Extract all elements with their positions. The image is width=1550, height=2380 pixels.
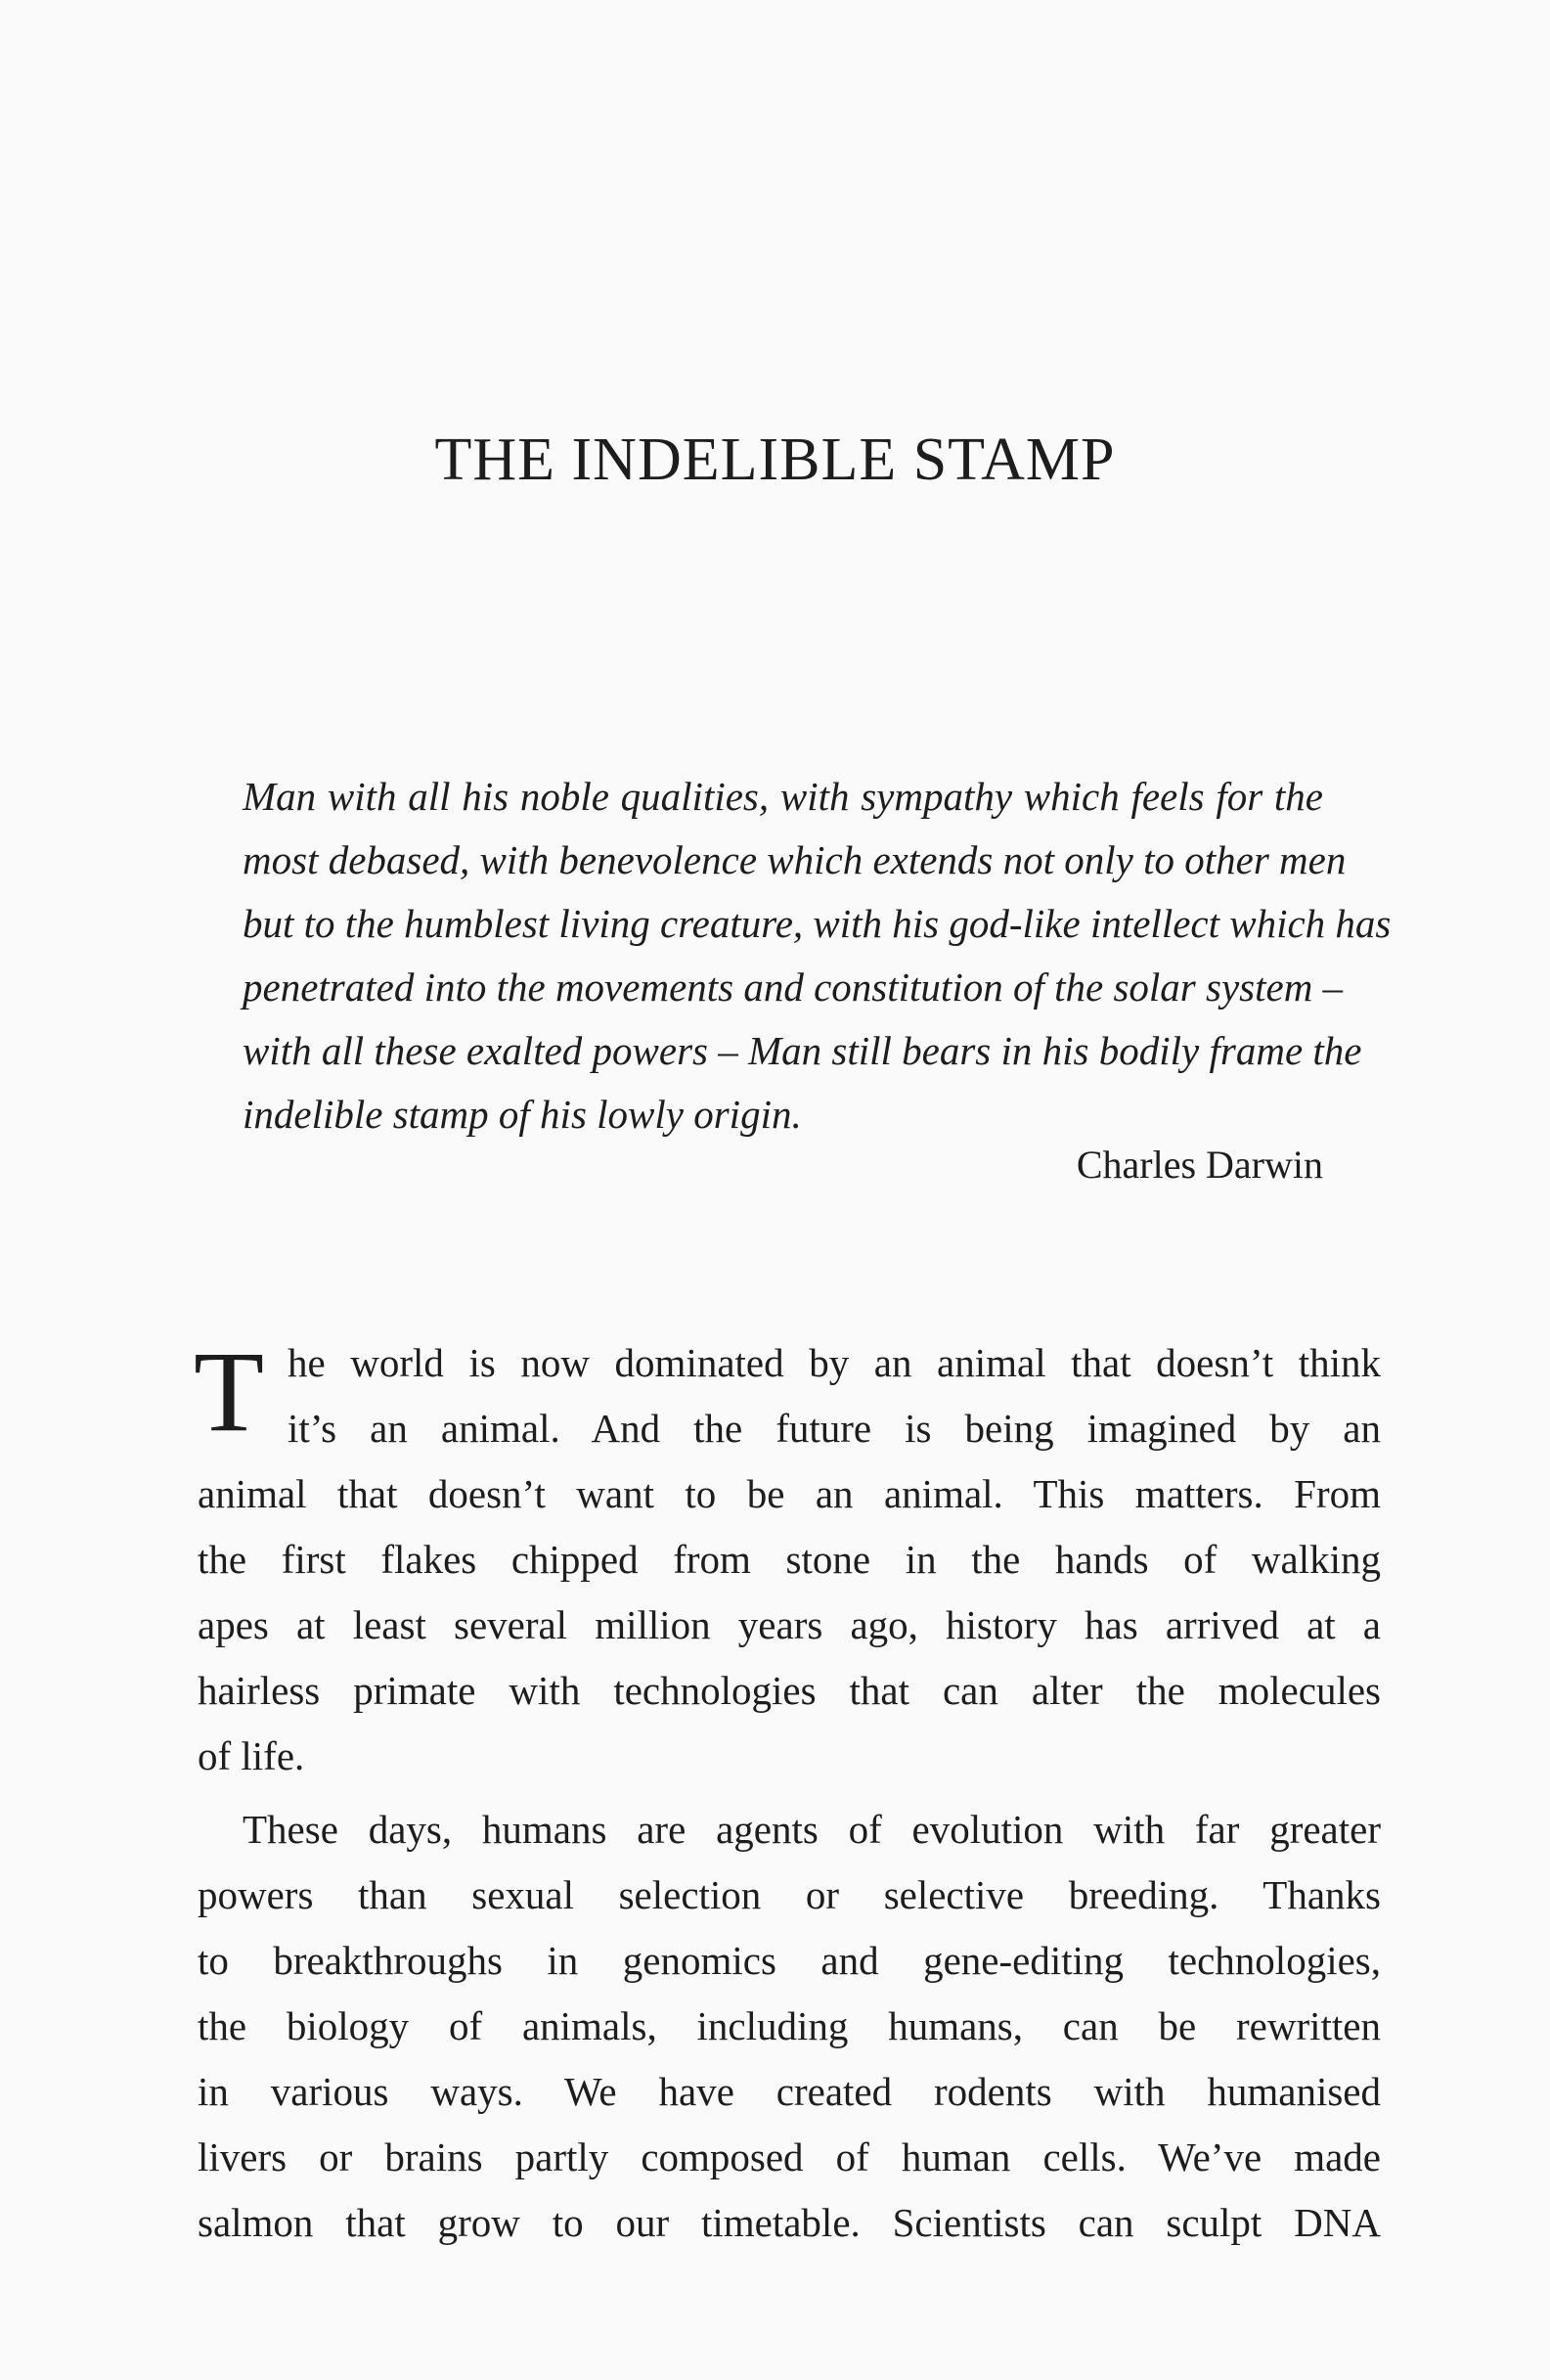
text-line: the first flakes chipped from stone in the hands of walking [198, 1537, 1381, 1582]
text-line: salmon that grow to our timetable. Scientists can sculpt DNA [198, 2200, 1381, 2245]
text-line: of life. [198, 1733, 305, 1778]
epigraph-quote [243, 765, 1392, 1146]
text-line: animal that doesn’t want to be an animal. This matters. From [198, 1471, 1381, 1516]
text-line: These days, humans are agents of evolution with far greater [243, 1807, 1381, 1852]
paragraph-2 [198, 1797, 1381, 2256]
epigraph-line: Man with all his noble qualities, with sympathy which feels for the [243, 774, 1323, 819]
text-line: to breakthroughs in genomics and gene-editing technologies, [198, 1938, 1381, 1983]
text-line: it’s an animal. And the future is being imagined by an [288, 1406, 1381, 1451]
epigraph-line: penetrated into the movements and constitution of the solar system – [243, 965, 1344, 1010]
body-text [194, 1327, 1381, 2256]
text-line: he world is now dominated by an animal that doesn’t think [288, 1340, 1381, 1385]
epigraph-line: most debased, with benevolence which extends not only to other men [243, 837, 1347, 882]
text-line: in various ways. We have created rodents with humanised [198, 2069, 1381, 2114]
drop-cap: T [194, 1327, 265, 1456]
epigraph-line: but to the humblest living creature, with his god-like intellect which has [243, 901, 1392, 946]
text-line: apes at least several million years ago, history has arrived at a [198, 1602, 1381, 1647]
text-line: the biology of animals, including humans, can be rewritten [198, 2003, 1381, 2048]
text-line: hairless primate with technologies that can alter the molecules [198, 1668, 1381, 1713]
epigraph-line: with all these exalted powers – Man still bears in his bodily frame the [243, 1028, 1362, 1073]
paragraph-1 [194, 1327, 1381, 1789]
chapter-title: THE INDELIBLE STAMP [434, 427, 1116, 493]
epigraph-attribution: Charles Darwin [1076, 1143, 1323, 1187]
text-line: powers than sexual selection or selective breeding. Thanks [198, 1872, 1381, 1917]
text-line: livers or brains partly composed of human cells. We’ve made [198, 2134, 1381, 2179]
epigraph-line: indelible stamp of his lowly origin. [243, 1092, 802, 1137]
